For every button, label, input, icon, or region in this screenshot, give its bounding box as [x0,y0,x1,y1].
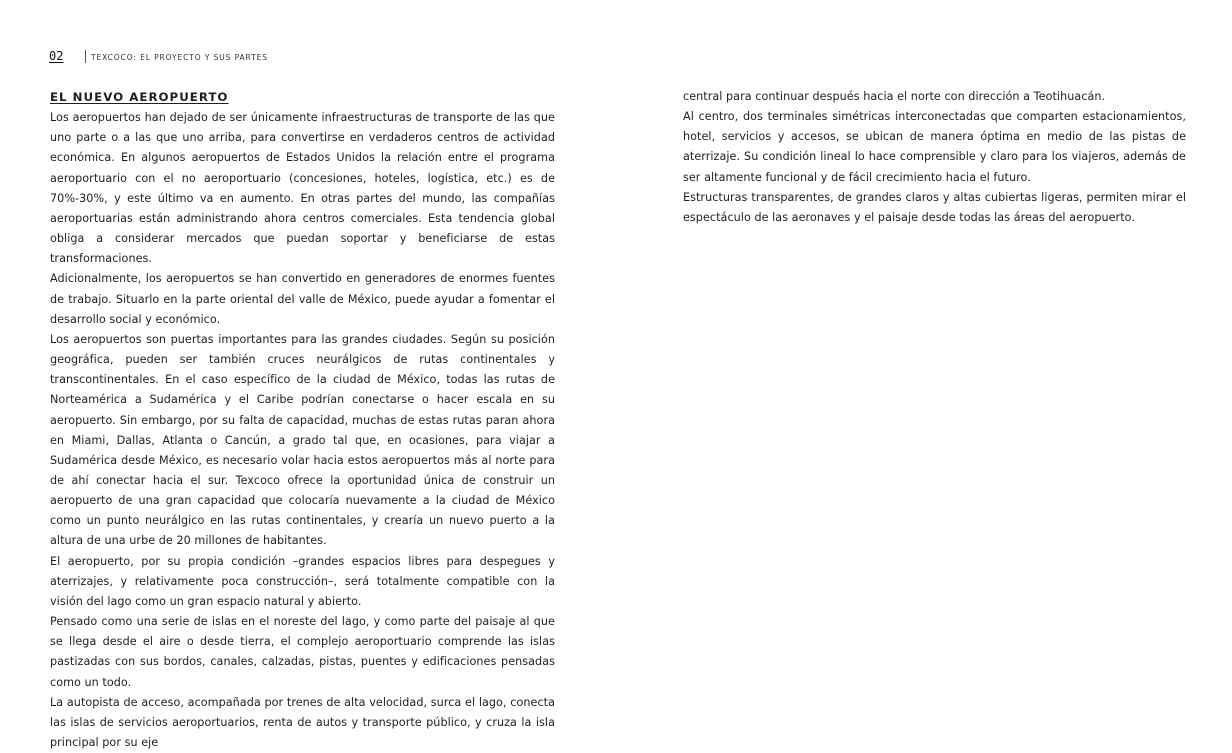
paragraph: El aeropuerto, por su propia condición –grandes espacios libres para despegues y aterrizajes, y relativamente poca construcción–, será totalmente compatible con la visión del lago como un gran espacio natural y abierto. [50,554,555,608]
paragraph: Pensado como una serie de islas en el noreste del lago, y como parte del paisaje al que se llega desde el aire o desde tierra, el complejo aeroportuario comprende las islas pastizadas con sus bordos, canales, calzadas, pistas, puentes y edificaciones pensadas como un todo. [50,615,555,689]
paragraph: central para continuar después hacia el norte con dirección a Teotihuacán. [683,90,1106,103]
page-number: 02 [49,49,64,63]
paragraph: Adicionalmente, los aeropuertos se han convertido en generadores de enormes fuentes de trabajo. Situarlo en la parte oriental del valle de México, puede ayudar a fomentar el desarrollo social y económico. [50,272,555,326]
header-divider [85,50,86,63]
paragraph: Estructuras transparentes, de grandes claros y altas cubiertas ligeras, permiten mirar el espectáculo de las aeronaves y el paisaje desde todas las áreas del aeropuerto. [683,190,1186,224]
paragraph: Los aeropuertos han dejado de ser únicamente infraestructuras de transporte de las que uno parte o a las que uno arriba, para convertirse en verdaderos centros de actividad económica. En algunos aeropuertos de Estados Unidos la relación entre el programa aeroportuario con el no aeroportuario (concesiones, hoteles, logística, etc.) es de 70%-30%, y este último va en aumento. En otras partes del mundo, las compañías aeroportuarias están administrando ahora centros comerciales. Esta tendencia global obliga a considerar mercados que puedan soportar y beneficiarse de estas transformaciones. [50,111,555,266]
right-column [683,87,1186,228]
running-head: TEXCOCO: EL PROYECTO Y SUS PARTES [91,53,268,62]
section-title: EL NUEVO AEROPUERTO [50,90,229,104]
paragraph: Al centro, dos terminales simétricas interconectadas que comparten estacionamientos, hotel, servicios y accesos, se ubican de manera óptima en medio de las pistas de aterrizaje. Su condición lineal lo hace comprensible y claro para los viajeros, además de ser altamente funcional y de fácil crecimiento hacia el futuro. [683,110,1186,184]
paragraph: La autopista de acceso, acompañada por trenes de alta velocidad, surca el lago, conecta las islas de servicios aeroportuarios, renta de autos y transporte público, y cruza la isla principal por su eje [50,695,555,749]
paragraph: Los aeropuertos son puertas importantes para las grandes ciudades. Según su posición geográfica, pueden ser también cruces neurálgicos de rutas continentales y transcontinentales. En el caso específico de la ciudad de México, todas las rutas de Norteamérica a Sudamérica y el Caribe podrían conectarse o hacer escala en su aeropuerto. Sin embargo, por su falta de capacidad, muchas de estas rutas paran ahora en Miami, Dallas, Atlanta o Cancún, a grado tal que, en ocasiones, para viajar a Sudamérica desde México, es necesario volar hacia estos aeropuertos más al norte para de ahí conectar hacia el sur. Texcoco ofrece la oportunidad única de construir un aeropuerto de una gran capacidad que colocaría nuevamente a la ciudad de México como un punto neurálgico en las rutas continentales, y crearía un nuevo puerto a la altura de una urbe de 20 millones de habitantes. [50,332,555,548]
left-column [50,87,555,753]
